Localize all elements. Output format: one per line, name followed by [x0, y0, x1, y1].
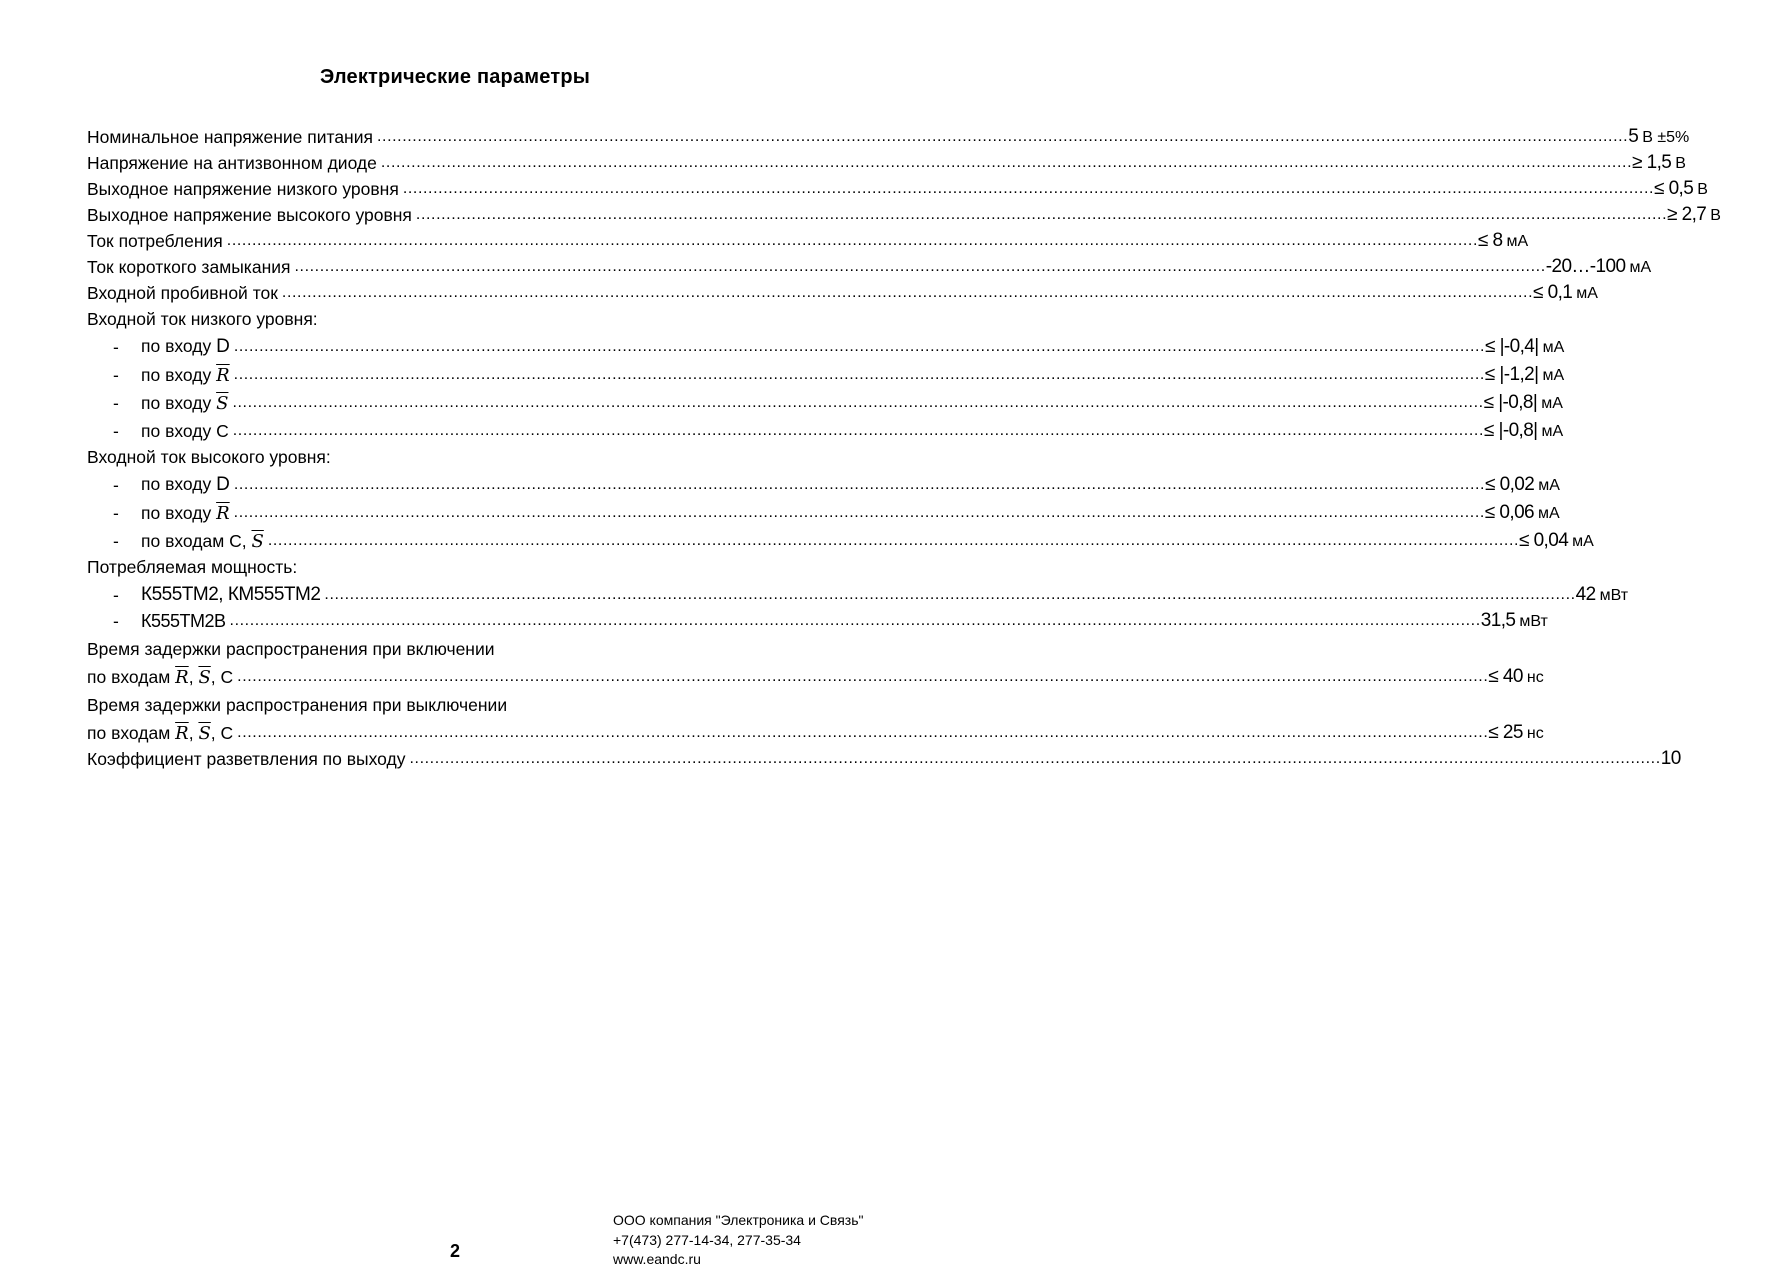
param-row-power-k555tm2v: - К555ТМ2В ........................................................................................................................................................................................................................................................ 31,5 мВт — [113, 610, 1548, 631]
param-row-delay-on: по входам $\overline{R}$, $\overline{S}$, С ........................................................................................................................................................................................................................................................ ≤ 40 нс — [87, 666, 1544, 688]
param-row-low-input-c: - по входу С ........................................................................................................................................................................................................................................................ ≤ |-0,8| мА — [113, 420, 1564, 441]
section-heading-delay-on: Время задержки распространения при включении — [87, 639, 495, 659]
param-row-high-input-cs: - по входам С, $\overline{S}$ ........................................................................................................................................................................................................................................................ ≤ 0,04 мА — [113, 530, 1594, 552]
page-title: Электрические параметры — [319, 66, 591, 88]
page-number: 2 — [449, 1241, 460, 1261]
footer-phone: +7(473) 277-14-34, 277-35-34 — [613, 1231, 801, 1248]
footer-contacts — [613, 1211, 863, 1270]
param-row-fanout: Коэффициент разветвления по выходу ........................................................................................................................................................................................................................................................ 10 — [87, 748, 1681, 769]
param-row-delay-off: по входам $\overline{R}$, $\overline{S}$, С ........................................................................................................................................................................................................................................................ ≤ 25 нс — [87, 722, 1544, 744]
param-row-power-k555tm2: - К555ТМ2, КМ555ТМ2 ........................................................................................................................................................................................................................................................ 42 мВт — [113, 584, 1629, 605]
param-row-low-input-d: - по входу D ........................................................................................................................................................................................................................................................ ≤ |-0,4| мА — [113, 336, 1565, 357]
param-row-high-input-r: - по входу $\overline{R}$ ........................................................................................................................................................................................................................................................ ≤ 0,06 мА — [113, 502, 1560, 524]
section-heading-high-input: Входной ток высокого уровня: — [87, 447, 331, 467]
section-heading-power: Потребляемая мощность: — [87, 557, 298, 577]
param-row-high-input-d: - по входу D ........................................................................................................................................................................................................................................................ ≤ 0,02 мА — [113, 474, 1560, 495]
param-row-breakdown-current: Входной пробивной ток ........................................................................................................................................................................................................................................................ ≤ 0,1 мА — [87, 282, 1598, 303]
section-heading-delay-off: Время задержки распространения при выключении — [87, 695, 508, 715]
section-heading-low-input: Входной ток низкого уровня: — [87, 309, 318, 329]
param-row-supply-voltage: Номинальное напряжение питания ........................................................................................................................................................................................................................................................ 5 В ±5% — [87, 126, 1690, 147]
param-row-diode-voltage: Напряжение на антизвонном диоде ........................................................................................................................................................................................................................................................ ≥ 1,5 В — [87, 152, 1686, 173]
parameters-list — [87, 122, 1721, 770]
param-row-low-input-s: - по входу $\overline{S}$ ........................................................................................................................................................................................................................................................ ≤ |-0,8| мА — [113, 392, 1563, 414]
param-row-output-high: Выходное напряжение высокого уровня ........................................................................................................................................................................................................................................................ ≥ 2,7 В — [87, 204, 1721, 225]
param-row-supply-current: Ток потребления ........................................................................................................................................................................................................................................................ ≤ 8 мА — [87, 230, 1529, 251]
footer-company: ООО компания "Электроника и Связь" — [613, 1212, 864, 1228]
footer-site-link[interactable]: www.eandc.ru — [613, 1251, 701, 1267]
param-row-short-circuit: Ток короткого замыкания ........................................................................................................................................................................................................................................................ -20…-100 мА — [87, 256, 1652, 277]
param-row-low-input-r: - по входу $\overline{R}$ ........................................................................................................................................................................................................................................................ ≤ |-1,2| мА — [113, 364, 1565, 386]
param-row-output-low: Выходное напряжение низкого уровня ........................................................................................................................................................................................................................................................ ≤ 0,5 В — [87, 178, 1708, 199]
